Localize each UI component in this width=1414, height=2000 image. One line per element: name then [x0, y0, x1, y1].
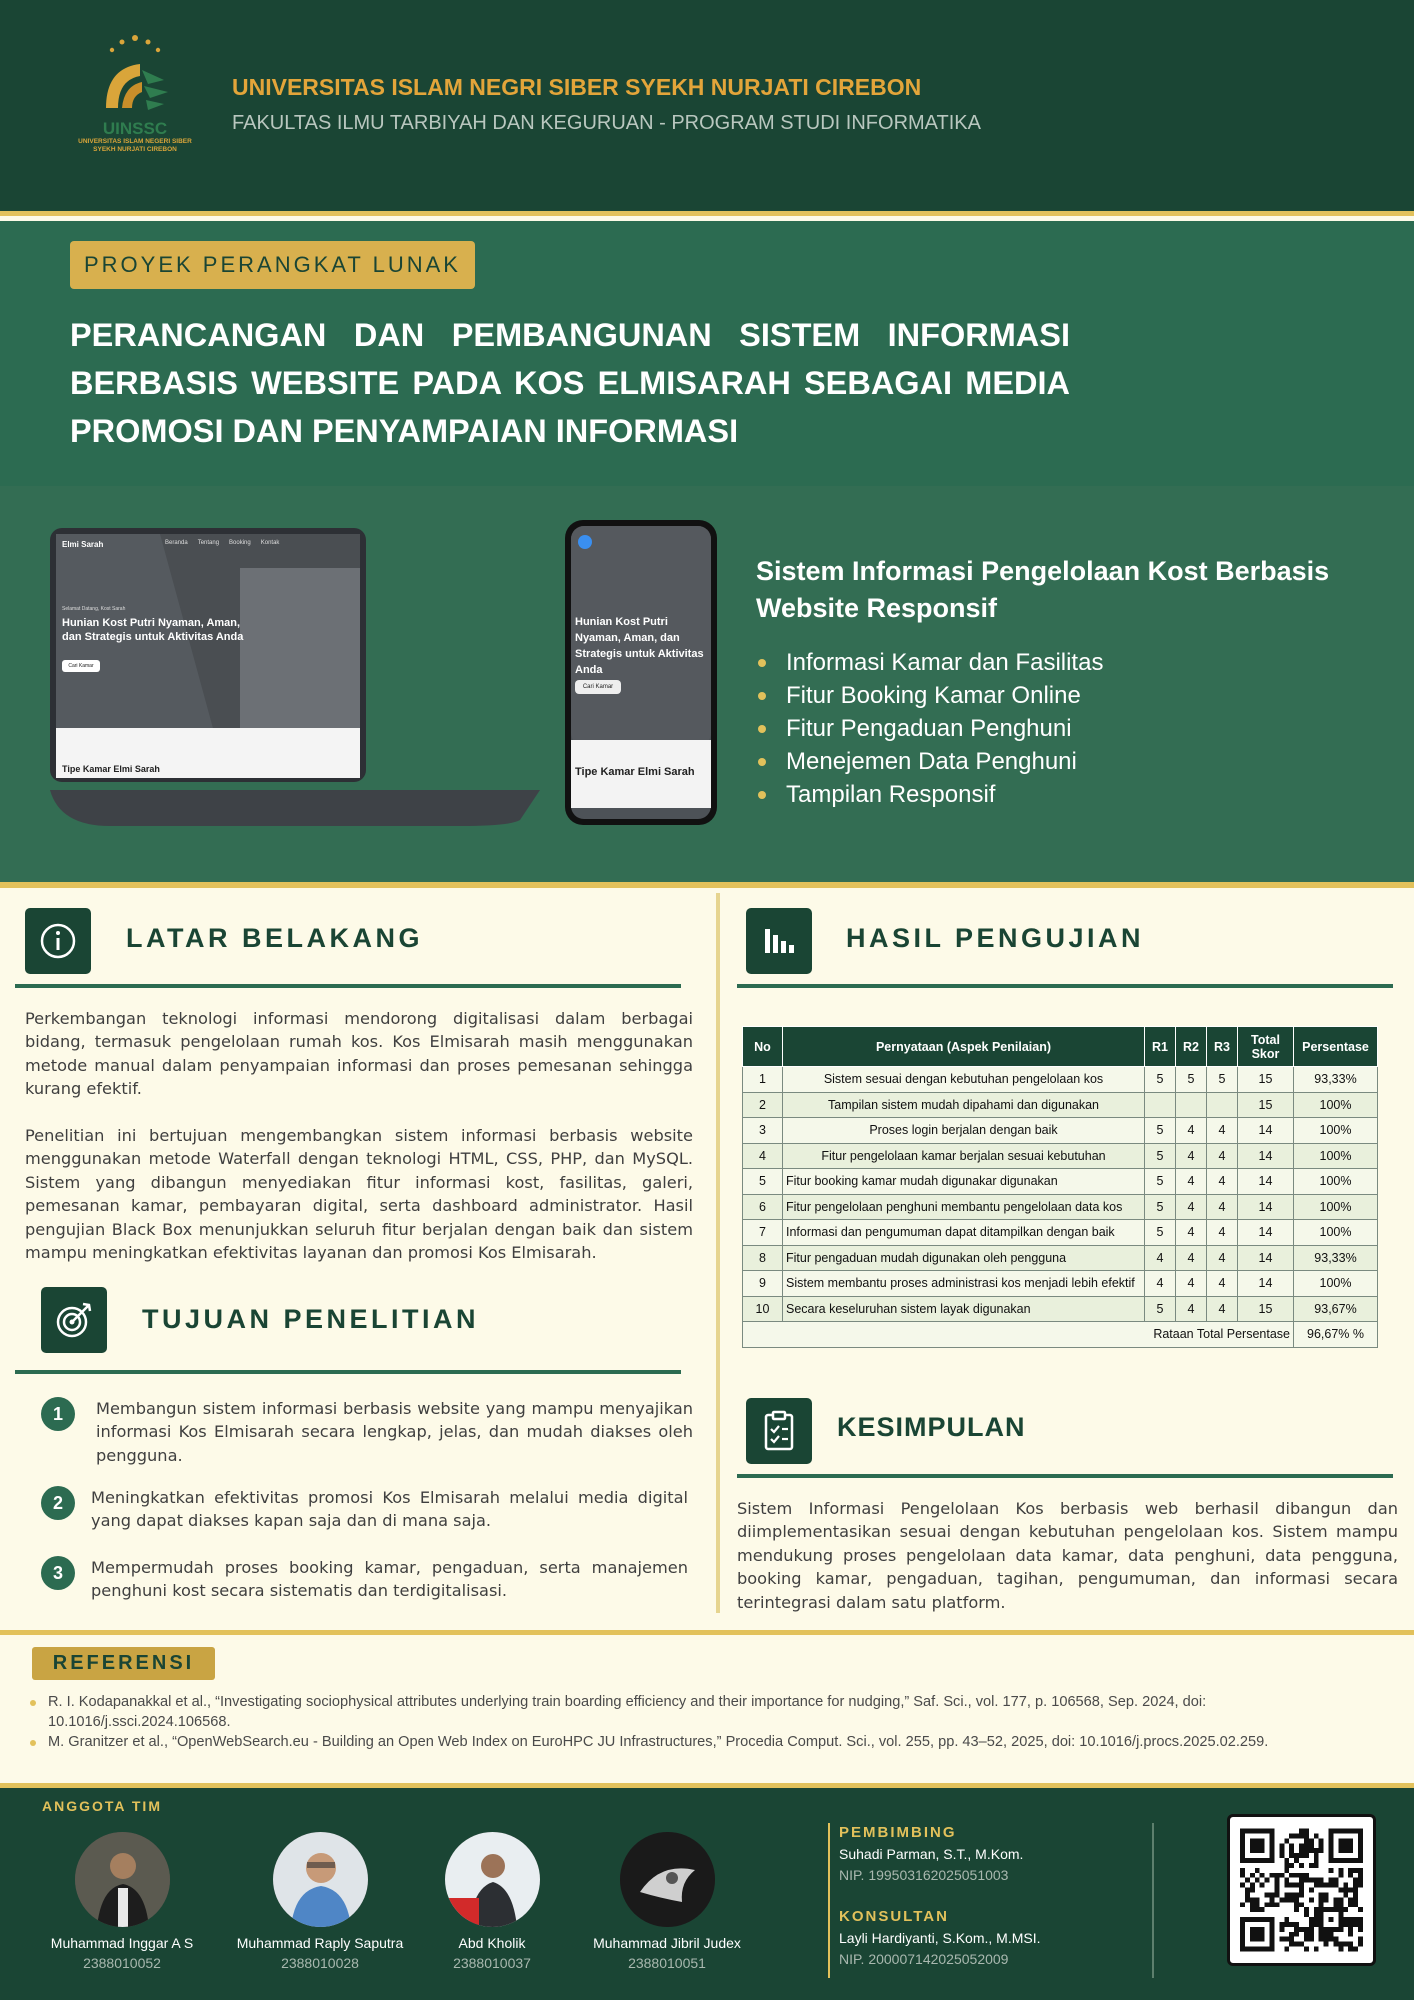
- konsultan-block: [839, 1908, 1041, 1967]
- goal-item: [41, 1556, 688, 1603]
- project-badge: PROYEK PERANGKAT LUNAK: [70, 241, 475, 289]
- logo-subtext: UNIVERSITAS ISLAM NEGERI SIBER SYEKH NURJATI CIREBON: [78, 138, 192, 153]
- table-cell: 9: [743, 1271, 783, 1297]
- table-row: [743, 1092, 1378, 1118]
- table-cell: 4: [1207, 1194, 1238, 1220]
- table-cell: 2: [743, 1092, 783, 1118]
- feature-item: Menejemen Data Penghuni: [756, 745, 1396, 778]
- table-cell: 14: [1238, 1194, 1294, 1220]
- table-cell: 6: [743, 1194, 783, 1220]
- avatar: [75, 1832, 170, 1927]
- features-title: Sistem Informasi Pengelolaan Kost Berbasis Website Responsif: [756, 556, 1330, 623]
- goal-item: [41, 1486, 688, 1533]
- team-member: [572, 1832, 762, 1971]
- col-header: Persentase: [1294, 1027, 1378, 1067]
- avatar: [273, 1832, 368, 1927]
- table-row: [743, 1245, 1378, 1271]
- member-name: Muhammad Inggar A S: [50, 1935, 194, 1951]
- table-cell: 4: [1176, 1194, 1207, 1220]
- table-row: [743, 1118, 1378, 1144]
- table-cell: 93,33%: [1294, 1067, 1378, 1093]
- kesimpulan-text: Sistem Informasi Pengelolaan Kos berbasis web berhasil dibangun dan diimplementasikan sesuai dengan kebutuhan pengelolaan kos. Sistem mampu mendukung proses pengelolaan data kamar, data penghuni, data pengguna, booking kamar, pengaduan, tagihan, pengumuman, dan informasi secara terintegrasi dalam satu platform.: [737, 1499, 1398, 1612]
- table-row: [743, 1067, 1378, 1093]
- table-footer-label: Rataan Total Persentase: [743, 1322, 1294, 1348]
- kesimpulan-rule: [737, 1474, 1393, 1478]
- konsultan-name: Layli Hardiyanti, S.Kom., M.MSI.: [839, 1930, 1041, 1946]
- table-cell: 5: [1176, 1067, 1207, 1093]
- latar-paragraph-1: Perkembangan teknologi informasi mendorong digitalisasi dalam berbagai bidang, termasuk pengelolaan rumah kos. Kos Elmisarah masih menggunakan metode manual dalam penyampaian informasi dan proses pemesanan sehingga kurang efektif.: [25, 1009, 693, 1099]
- table-cell: 5: [1145, 1220, 1176, 1246]
- table-cell: 5: [1145, 1169, 1176, 1195]
- table-cell: 14: [1238, 1118, 1294, 1144]
- table-cell: 15: [1238, 1067, 1294, 1093]
- table-row: [743, 1296, 1378, 1322]
- table-cell: 5: [1145, 1194, 1176, 1220]
- laptop-mockup: [40, 528, 540, 828]
- col-header: R1: [1145, 1027, 1176, 1067]
- col-header: Total Skor: [1238, 1027, 1294, 1067]
- mockup-nav-item: Tentang: [197, 540, 220, 546]
- faculty-name: FAKULTAS ILMU TARBIYAH DAN KEGURUAN - PROGRAM STUDI INFORMATIKA: [232, 112, 981, 134]
- feature-item: Fitur Pengaduan Penghuni: [756, 712, 1396, 745]
- table-cell: [1207, 1092, 1238, 1118]
- table-cell: 4: [1176, 1220, 1207, 1246]
- goal-item: [41, 1397, 693, 1467]
- table-cell: 14: [1238, 1245, 1294, 1271]
- table-cell: [1176, 1092, 1207, 1118]
- table-cell: 4: [743, 1143, 783, 1169]
- table-cell: 4: [1145, 1245, 1176, 1271]
- mockup-nav-item: Booking: [229, 540, 251, 546]
- col-header: Pernyataan (Aspek Penilaian): [783, 1027, 1145, 1067]
- table-cell: 4: [1176, 1169, 1207, 1195]
- member-nim: 2388010028: [281, 1955, 359, 1971]
- table-cell: 5: [1145, 1143, 1176, 1169]
- table-cell: 100%: [1294, 1271, 1378, 1297]
- table-cell: 15: [1238, 1092, 1294, 1118]
- mockup-section-title: Tipe Kamar Elmi Sarah: [62, 764, 160, 774]
- target-icon: [41, 1287, 107, 1353]
- table-cell: 100%: [1294, 1169, 1378, 1195]
- goal-text: Meningkatkan efektivitas promosi Kos Elmisarah melalui media digital yang dapat diakses kapan saja dan di mana saja.: [91, 1488, 688, 1531]
- table-cell: 4: [1207, 1143, 1238, 1169]
- logo-text: UINSSC: [102, 119, 168, 138]
- table-cell: 10: [743, 1296, 783, 1322]
- table-cell: 4: [1176, 1118, 1207, 1144]
- feature-item: Informasi Kamar dan Fasilitas: [756, 646, 1396, 679]
- footer-divider: [1152, 1823, 1154, 1978]
- university-logo: [78, 30, 192, 166]
- table-cell: 100%: [1294, 1118, 1378, 1144]
- table-cell: 4: [1176, 1296, 1207, 1322]
- table-cell: 4: [1207, 1118, 1238, 1144]
- reference-list: [30, 1693, 1300, 1753]
- referensi-heading: REFERENSI: [32, 1647, 215, 1680]
- reference-item: M. Granitzer et al., “OpenWebSearch.eu - Building an Open Web Index on EuroHPC JU Infrastructures,” Procedia Comput. Sci., vol. 255, pp. 43–52, 2025, doi: 10.1016/j.procs.2025.02.259.: [30, 1733, 1300, 1753]
- konsultan-nip: NIP. 200007142025052009: [839, 1951, 1009, 1967]
- table-cell: 14: [1238, 1271, 1294, 1297]
- table-cell: 4: [1176, 1143, 1207, 1169]
- goal-text: Membangun sistem informasi berbasis website yang mampu menyajikan informasi Kos Elmisarah secara lengkap, jelas, dan mudah diakses oleh pengguna.: [96, 1399, 693, 1465]
- column-divider: [716, 893, 720, 1613]
- table-cell: 1: [743, 1067, 783, 1093]
- features-list: [756, 646, 1396, 811]
- team-member: [225, 1832, 415, 1971]
- table-cell: 15: [1238, 1296, 1294, 1322]
- table-cell: 5: [1145, 1067, 1176, 1093]
- table-cell: 100%: [1294, 1092, 1378, 1118]
- mockup-nav-item: Kontak: [260, 540, 280, 546]
- latar-heading: LATAR BELAKANG: [126, 923, 423, 953]
- footer-divider: [828, 1823, 830, 1978]
- hasil-heading: HASIL PENGUJIAN: [846, 923, 1145, 953]
- mockup-phone-section: Tipe Kamar Elmi Sarah: [575, 766, 695, 778]
- member-nim: 2388010051: [628, 1955, 706, 1971]
- table-row: [743, 1271, 1378, 1297]
- member-name: Abd Kholik: [458, 1935, 526, 1951]
- kesimpulan-heading: KESIMPULAN: [837, 1412, 1026, 1442]
- goal-number: 2: [41, 1486, 75, 1520]
- tujuan-heading: TUJUAN PENELITIAN: [142, 1304, 480, 1334]
- mockup-hero-small: Selamat Datang, Kost Sarah: [62, 606, 126, 612]
- poster-header: [0, 0, 1414, 216]
- table-cell: 4: [1207, 1245, 1238, 1271]
- table-cell: 4: [1207, 1220, 1238, 1246]
- results-table: [742, 1026, 1378, 1348]
- konsultan-label: KONSULTAN: [839, 1908, 949, 1925]
- university-name: UNIVERSITAS ISLAM NEGRI SIBER SYEKH NURJATI CIREBON: [232, 74, 922, 100]
- latar-paragraph-2: Penelitian ini bertujuan mengembangkan sistem informasi berbasis website menggunakan metode Waterfall dengan teknologi HTML, CSS, PHP, dan MySQL. Sistem yang dibangun menyediakan fitur informasi kost, fasilitas, galeri, pemesanan kamar, pembayaran digital, serta dashboard administrator. Hasil pengujian Black Box menunjukkan seluruh fitur berjalan dengan baik dan sistem mampu meningkatkan efektivitas layanan dan promosi Kos Elmisarah.: [25, 1126, 693, 1263]
- mockup-phone-cta: Cari Kamar: [575, 680, 621, 694]
- table-cell: Tampilan sistem mudah dipahami dan digunakan: [783, 1092, 1145, 1118]
- table-cell: [1145, 1092, 1176, 1118]
- table-footer-value: 96,67% %: [1294, 1322, 1378, 1348]
- reference-item: R. I. Kodapanakkal et al., “Investigating sociophysical attributes underlying train boarding efficiency and their importance for nudging,” Saf. Sci., vol. 177, p. 106568, Sep. 2024, doi: 10.1016/j.ssci.2024.106568.: [30, 1693, 1300, 1732]
- latar-rule: [15, 984, 681, 988]
- table-cell: 14: [1238, 1220, 1294, 1246]
- tujuan-rule: [15, 1370, 681, 1374]
- table-row: [743, 1169, 1378, 1195]
- table-cell: Informasi dan pengumuman dapat ditampilkan dengan baik: [783, 1220, 1145, 1246]
- feature-item: Tampilan Responsif: [756, 778, 1396, 811]
- col-header: R2: [1176, 1027, 1207, 1067]
- pembimbing-name: Suhadi Parman, S.T., M.Kom.: [839, 1846, 1024, 1862]
- feature-item: Fitur Booking Kamar Online: [756, 679, 1396, 712]
- member-name: Muhammad Raply Saputra: [236, 1935, 404, 1951]
- phone-mockup: [563, 520, 723, 825]
- clipboard-check-icon: [746, 1398, 812, 1464]
- mockup-phone-heading: Hunian Kost Putri Nyaman, Aman, dan Strategis untuk Aktivitas Anda: [575, 616, 704, 676]
- team-label: ANGGOTA TIM: [42, 1798, 162, 1814]
- ref-top-bar: [0, 1630, 1414, 1635]
- hasil-rule: [737, 984, 1393, 988]
- avatar: [445, 1832, 540, 1927]
- table-cell: Secara keseluruhan sistem layak digunakan: [783, 1296, 1145, 1322]
- table-cell: Fitur booking kamar mudah digunakar digunakan: [783, 1169, 1145, 1195]
- info-icon: [25, 908, 91, 974]
- table-cell: 3: [743, 1118, 783, 1144]
- table-cell: Fitur pengelolaan kamar berjalan sesuai kebutuhan: [783, 1143, 1145, 1169]
- table-cell: 4: [1176, 1245, 1207, 1271]
- table-cell: 100%: [1294, 1143, 1378, 1169]
- team-member: [397, 1832, 587, 1971]
- pembimbing-label: PEMBIMBING: [839, 1824, 957, 1841]
- col-header: No: [743, 1027, 783, 1067]
- table-cell: 14: [1238, 1169, 1294, 1195]
- table-cell: 93,33%: [1294, 1245, 1378, 1271]
- table-cell: 4: [1145, 1271, 1176, 1297]
- table-row: [743, 1194, 1378, 1220]
- table-cell: 7: [743, 1220, 783, 1246]
- table-footer-row: [743, 1322, 1378, 1348]
- table-cell: 4: [1207, 1296, 1238, 1322]
- table-cell: 4: [1207, 1271, 1238, 1297]
- bar-chart-icon: [746, 908, 812, 974]
- table-cell: 4: [1176, 1271, 1207, 1297]
- qr-code-icon[interactable]: [1227, 1814, 1376, 1966]
- table-header-row: [743, 1027, 1378, 1067]
- table-cell: Fitur pengelolaan penghuni membantu pengelolaan data kos: [783, 1194, 1145, 1220]
- table-cell: 5: [1145, 1118, 1176, 1144]
- table-cell: 100%: [1294, 1194, 1378, 1220]
- table-cell: 8: [743, 1245, 783, 1271]
- table-cell: 5: [1207, 1067, 1238, 1093]
- table-row: [743, 1143, 1378, 1169]
- member-nim: 2388010052: [83, 1955, 161, 1971]
- table-cell: 4: [1207, 1169, 1238, 1195]
- hero-divider: [0, 882, 1414, 888]
- col-header: R3: [1207, 1027, 1238, 1067]
- team-member: [27, 1832, 217, 1971]
- table-cell: Sistem sesuai dengan kebutuhan pengelolaan kos: [783, 1067, 1145, 1093]
- table-cell: 14: [1238, 1143, 1294, 1169]
- table-cell: Proses login berjalan dengan baik: [783, 1118, 1145, 1144]
- mockup-cta: Cari Kamar: [62, 660, 100, 672]
- table-cell: 100%: [1294, 1220, 1378, 1246]
- mockup-nav: [165, 540, 279, 546]
- member-nim: 2388010037: [453, 1955, 531, 1971]
- table-cell: 93,67%: [1294, 1296, 1378, 1322]
- avatar: [620, 1832, 715, 1927]
- member-name: Muhammad Jibril Judex: [593, 1935, 741, 1951]
- mockup-hero-heading: Hunian Kost Putri Nyaman, Aman, dan Strategis untuk Aktivitas Anda: [62, 617, 244, 643]
- goal-text: Mempermudah proses booking kamar, pengaduan, serta manajemen penghuni kost secara sistematis dan terdigitalisasi.: [91, 1558, 688, 1601]
- table-cell: Fitur pengaduan mudah digunakan oleh pengguna: [783, 1245, 1145, 1271]
- table-cell: Sistem membantu proses administrasi kos menjadi lebih efektif: [783, 1271, 1145, 1297]
- poster-title: PERANCANGAN DAN PEMBANGUNAN SISTEM INFORMASI BERBASIS WEBSITE PADA KOS ELMISARAH SEBAGAI MEDIA PROMOSI DAN PENYAMPAIAN INFORMASI: [70, 317, 1070, 449]
- pembimbing-nip: NIP. 199503162025051003: [839, 1867, 1009, 1883]
- table-cell: 5: [1145, 1296, 1176, 1322]
- pembimbing-block: [839, 1824, 1023, 1883]
- table-cell: 5: [743, 1169, 783, 1195]
- mockup-site-name: Elmi Sarah: [62, 540, 104, 549]
- goal-number: 3: [41, 1556, 75, 1590]
- table-row: [743, 1220, 1378, 1246]
- goal-number: 1: [41, 1397, 75, 1431]
- mockup-nav-item: Beranda: [165, 540, 188, 546]
